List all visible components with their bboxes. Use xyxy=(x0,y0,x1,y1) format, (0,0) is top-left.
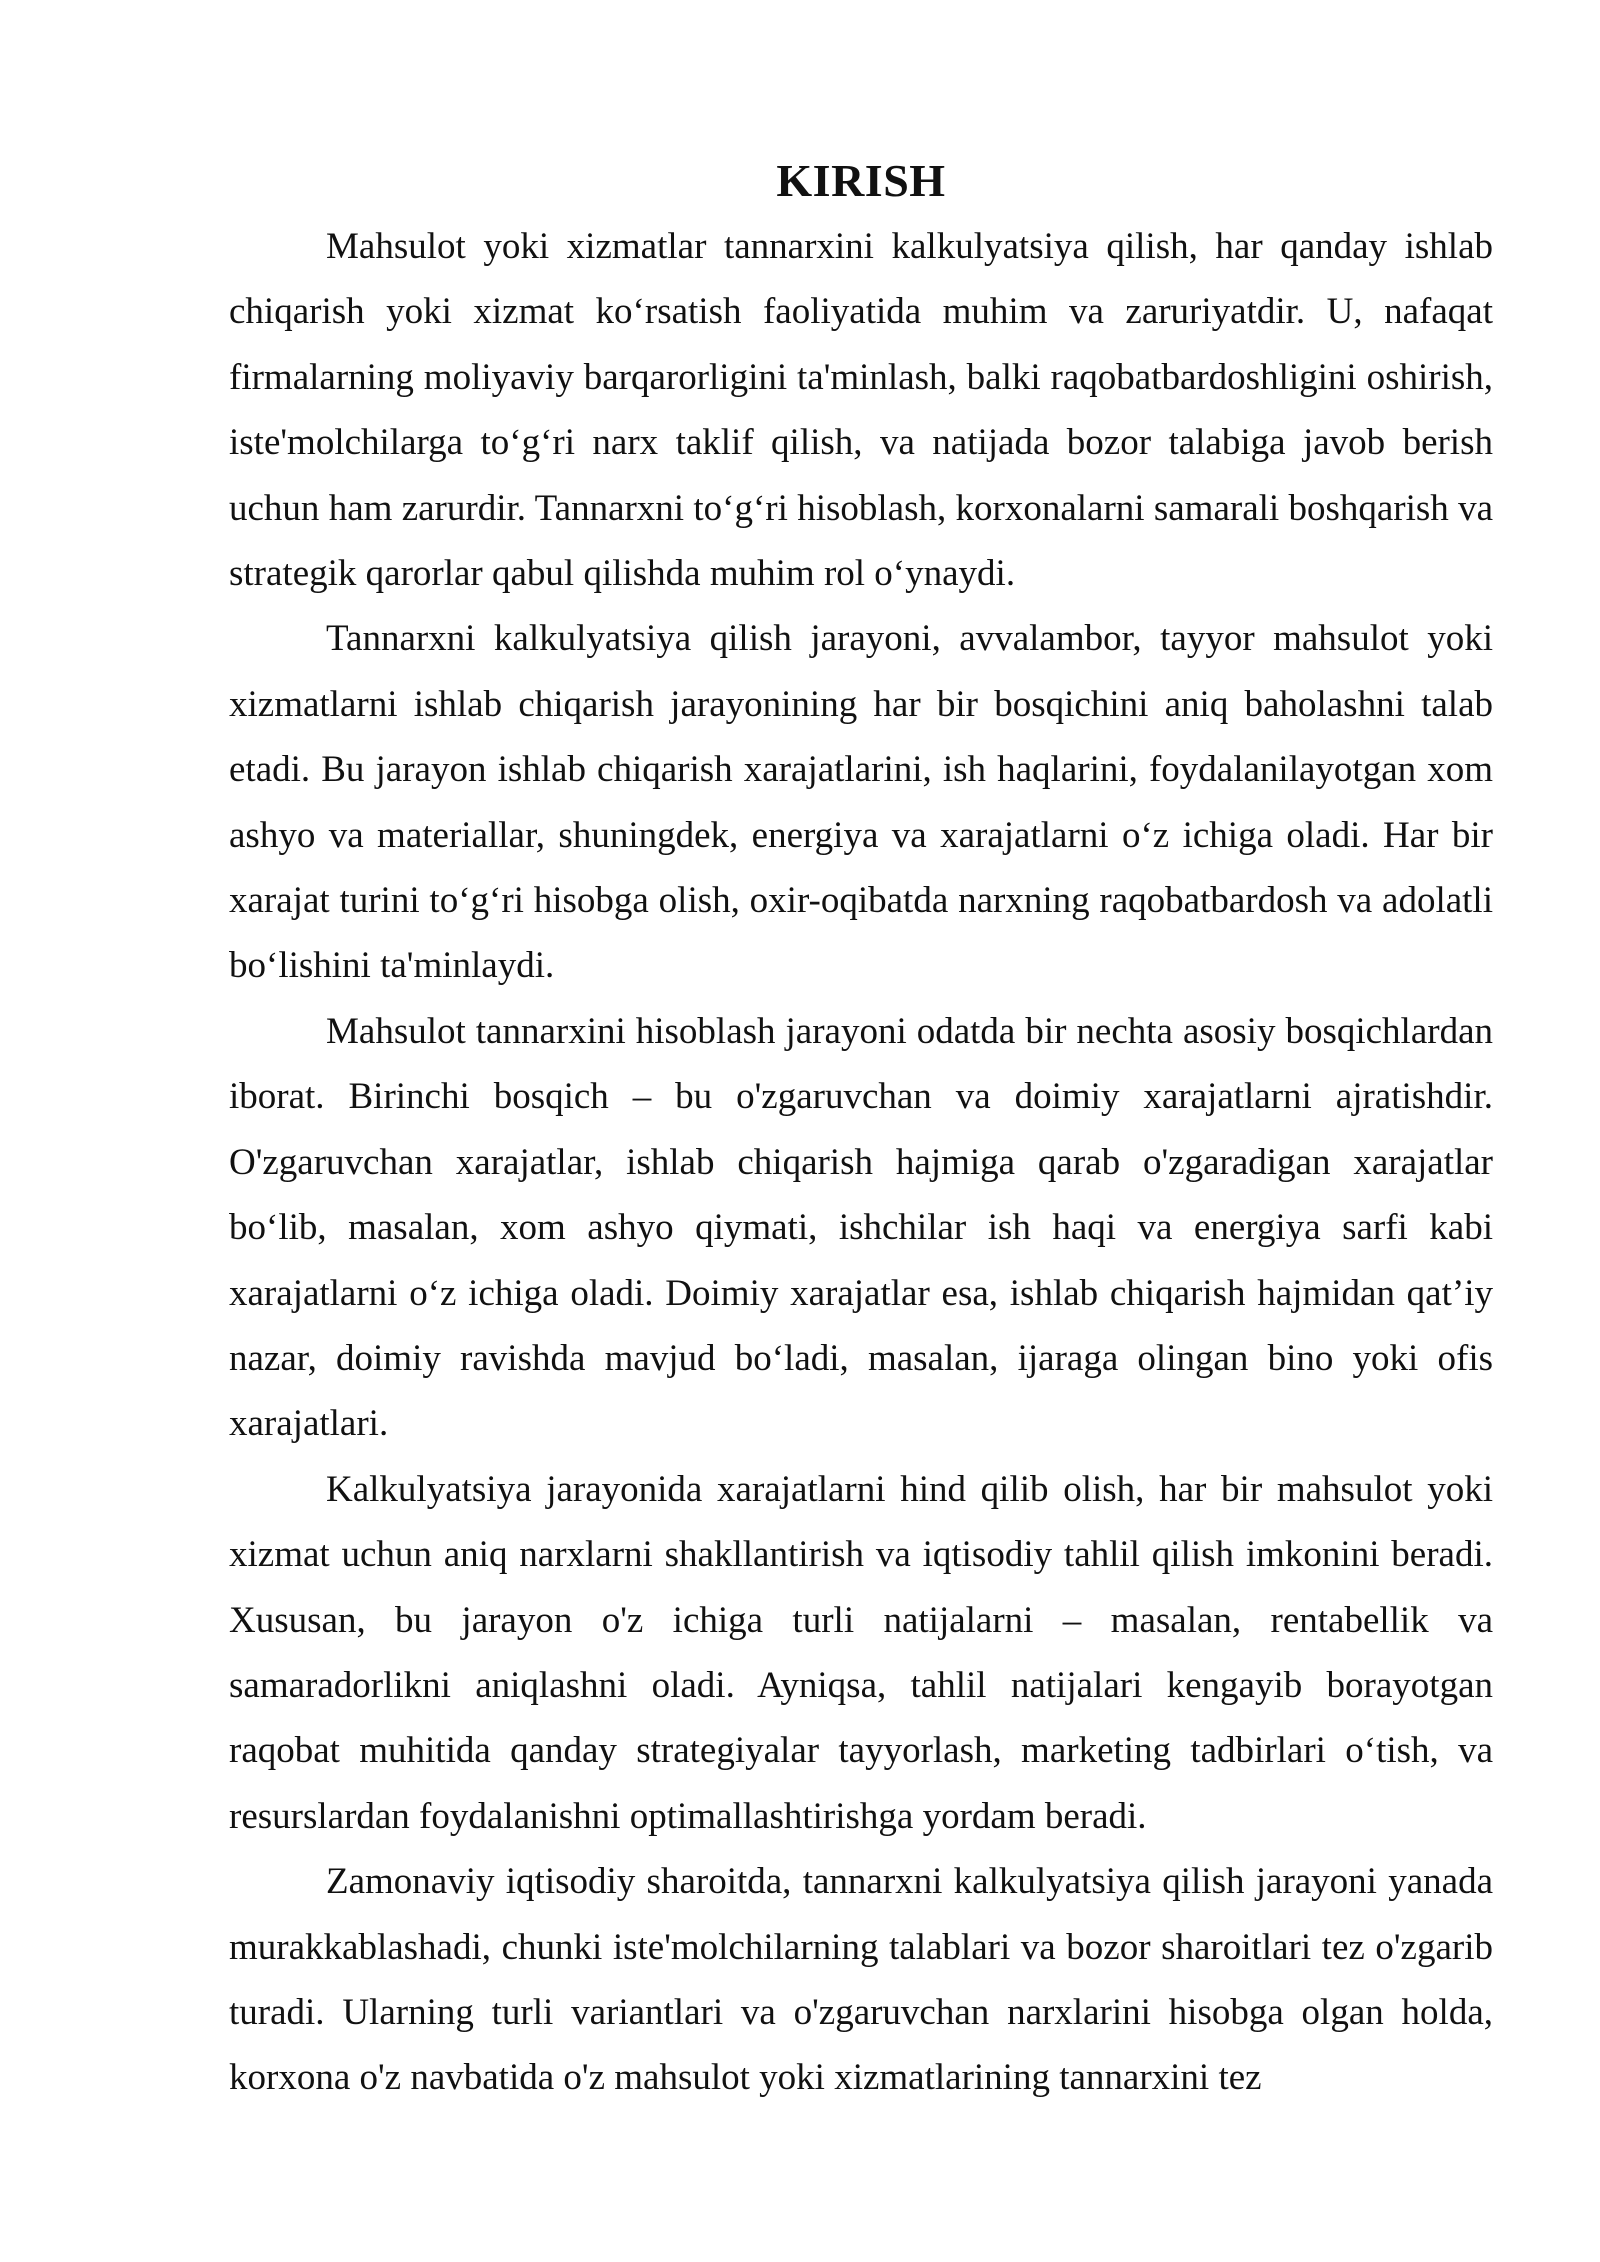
paragraph-5: Zamonaviy iqtisodiy sharoitda, tannarxni kalkulyatsiya qilish jarayoni yanada murakkablashadi, chunki iste'molchilarning talablari va bozor sharoitlari tez o'zgarib turadi. Ularning turli variantlari va o'zgaruvchan narxlarini hisobga olgan holda, korxona o'z navbatida o'z mahsulot yoki xizmatlarining tannarxini tez xyxy=(229,1861,1493,2099)
document-page xyxy=(229,148,1493,2111)
paragraph-3: Mahsulot tannarxini hisoblash jarayoni odatda bir nechta asosiy bosqichlardan iborat. Birinchi bosqich – bu o'zgaruvchan va doimiy xarajatlarni ajratishdir. O'zgaruvchan xarajatlar, ishlab chiqarish hajmiga qarab o'zgaradigan xarajatlar bo‘lib, masalan, xom ashyo qiymati, ishchilar ish haqi va energiya sarfi kabi xarajatlarni o‘z ichiga oladi. Doimiy xarajatlar esa, ishlab chiqarish hajmidan qat’iy nazar, doimiy ravishda mavjud bo‘ladi, masalan, ijaraga olingan bino yoki ofis xarajatlari. xyxy=(229,1010,1493,1445)
paragraph-4: Kalkulyatsiya jarayonida xarajatlarni hind qilib olish, har bir mahsulot yoki xizmat uchun aniq narxlarni shakllantirish va iqtisodiy tahlil qilish imkonini beradi. Xususan, bu jarayon o'z ichiga turli natijalarni – masalan, rentabellik va samaradorlikni aniqlashni oladi. Ayniqsa, tahlil natijalari kengayib borayotgan raqobat muhitida qanday strategiyalar tayyorlash, marketing tadbirlari o‘tish, va resurslardan foydalanishni optimallashtirishga yordam beradi. xyxy=(229,1468,1493,1837)
paragraph-1: Mahsulot yoki xizmatlar tannarxini kalkulyatsiya qilish, har qanday ishlab chiqarish yoki xizmat ko‘rsatish faoliyatida muhim va zaruriyatdir. U, nafaqat firmalarning moliyaviy barqarorligini ta'minlash, balki raqobatbardoshligini oshirish, iste'molchilarga to‘g‘ri narx taklif qilish, va natijada bozor talabiga javob berish uchun ham zarurdir. Tannarxni to‘g‘ri hisoblash, korxonalarni samarali boshqarish va strategik qarorlar qabul qilishda muhim rol o‘ynaydi. xyxy=(229,226,1493,595)
paragraph-2: Tannarxni kalkulyatsiya qilish jarayoni, avvalambor, tayyor mahsulot yoki xizmatlarni ishlab chiqarish jarayonining har bir bosqichini aniq baholashni talab etadi. Bu jarayon ishlab chiqarish xarajatlarini, ish haqlarini, foydalanilayotgan xom ashyo va materiallar, shuningdek, energiya va xarajatlarni o‘z ichiga oladi. Har bir xarajat turini to‘g‘ri hisobga olish, oxir-oqibatda narxning raqobatbardosh va adolatli bo‘lishini ta'minlaydi. xyxy=(229,618,1493,987)
document-title: KIRISH xyxy=(776,155,946,206)
